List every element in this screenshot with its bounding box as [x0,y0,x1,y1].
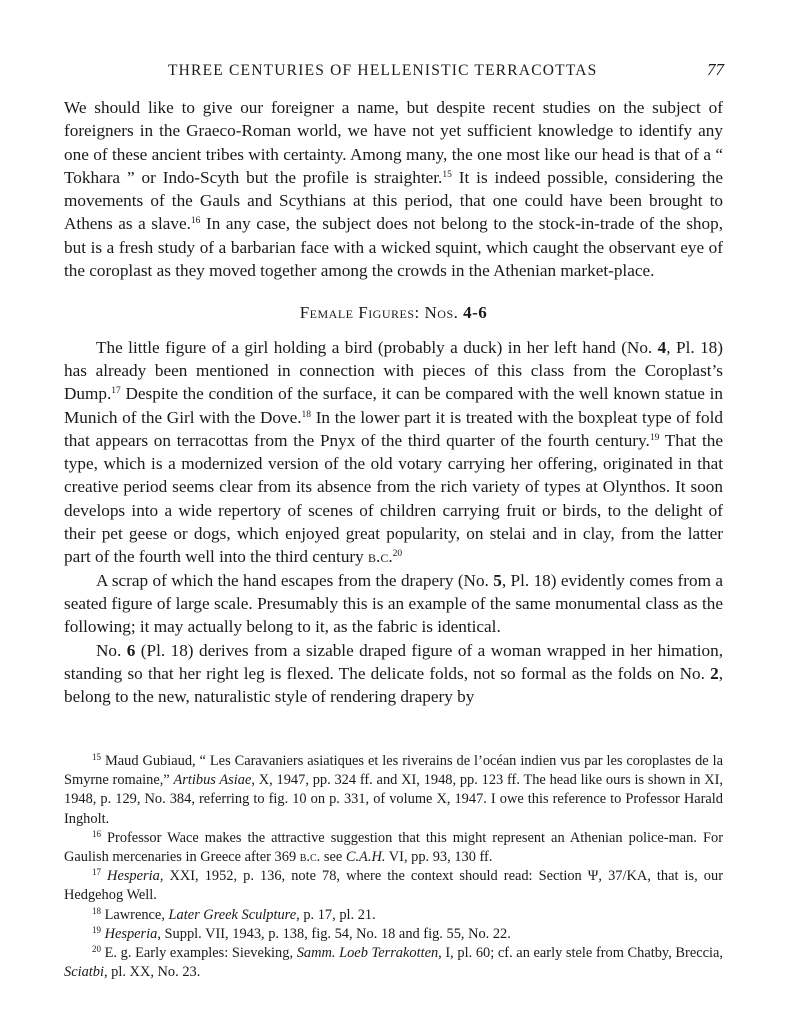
text-run: It is indeed possible, considering the movements of the Gauls and Scythians at this period, that one could have been brought to Athens as a slave. [64,167,723,234]
text-run: see [320,849,346,866]
footnote-number: 16 [92,828,101,839]
footnote-ref-20: 20 [392,549,403,560]
text-run: , that is, our Hedgehog Well. [64,868,723,904]
italic-title: Sciatbi [64,964,104,981]
text-run: E. g. Early examples: Sieveking, [101,945,297,962]
footnote-number: 20 [92,944,101,955]
italic-title: Hesperia [101,868,160,885]
catalogue-number: 2 [710,663,719,683]
footnote-number: 19 [92,924,101,935]
footnote-number: 18 [92,905,101,916]
text-run: , pl. XX, No. 23. [103,964,201,981]
footnote-20 [64,944,723,982]
footnote-number: 17 [92,867,101,878]
paragraph-foreigner [64,96,723,282]
italic-title: Hesperia [101,925,158,942]
footnote-ref-19: 19 [649,432,660,443]
running-title: THREE CENTURIES OF HELLENISTIC TERRACOTTAS [168,62,598,79]
footnote-16 [64,829,723,867]
text-run: , I, pl. 60; cf. an early stele from Chatby, Breccia, [438,945,723,962]
footnotes [64,752,723,982]
section-heading [64,301,723,324]
catalogue-number: 6 [126,640,136,660]
footnote-17 [64,867,723,905]
italic-title: Artibus Asiae [173,772,252,789]
text-run: , XXI, 1952, p. 136, note 78, where the context should read: Section Ψ, 37/ [159,868,627,885]
section-title: Female Figures: [299,303,420,323]
footnote-15 [64,752,723,829]
text-run: No. [96,640,127,660]
paragraph-draped-woman [64,639,723,709]
deposit-code: KA [626,868,648,885]
catalogue-number: 4 [657,337,667,357]
text-run: In any case, the subject does not belong to the stock-in-trade of the shop, but is a fresh study of a barbarian face with a wicked squint, which caught the observant eye of the coroplast as they moved together among the crowds in the Athenian market-place. [64,214,723,281]
text-run: , Pl. 18) has already been mentioned in connection with pieces of this class from the Coroplast’s Dump. [64,337,723,404]
text-run: A scrap of which the hand escapes from the drapery (No. [96,570,494,590]
text-run: , Suppl. VII, 1943, p. 138, fig. 54, No. 18 and fig. 55, No. 22. [157,925,511,942]
page-number: 77 [707,60,724,79]
text-run: We should like to give our foreigner a name, but despite recent studies on the subject of foreigners in the Graeco-Roman world, we have not yet sufficient knowledge to identify any one of these ancient tribes with certainty. Among many, the one most like our head is that of a “ Tokhara ” or Indo-Scyth but the profile is straighter. [64,98,723,187]
paragraph-seated-figure [64,569,723,639]
main-text [64,96,723,708]
text-run: In the lower part it is treated with the boxpleat type of fold that appears on terracottas from the Pnyx of the third quarter of the fourth century. [64,407,723,450]
footnote-number: 15 [92,752,101,762]
paragraph-girl-with-bird [64,336,723,569]
section-range: 4-6 [463,303,488,323]
running-header [64,58,724,86]
text-run: Maud Gubiaud, “ Les Caravaniers asiatiques et les riverains de l’océan indien vus par les coroplastes de la Smyrne romaine,” [64,753,723,789]
text-run: That the type, which is a modernized version of the old votary carrying her offering, originated in that creative period seems clear from its absence from the rich variety of types at Olynthos. It soon develops into a wide repertory of scenes of children carrying fruit or birds, to the delight of their pet geese or dogs, which enjoyed great popularity, on stelai and in clay, from the latter part of the fourth well into the third century [64,430,724,567]
footnote-18 [64,906,723,925]
footnote-ref-18: 18 [301,409,312,420]
era-abbrev: b.c. [368,547,393,567]
footnote-ref-15: 15 [442,169,452,180]
text-run: (Pl. 18) derives from a sizable draped figure of a woman wrapped in her himation, standing so that her right leg is flexed. The delicate folds, not so formal as the folds on No. [64,640,724,683]
text-run: , p. 17, pl. 21. [296,906,376,923]
text-run: , Pl. 18) evidently comes from a seated figure of large scale. Presumably this is an example of the same monumental class as the following; it may actually belong to it, as the fabric is identical. [64,570,723,637]
text-run: , X, 1947, pp. 324 ff. and XI, 1948, pp. 123 ff. The head like ours is shown in XI, 1948, p. 129, No. 384, referring to fig. 10 on p. 331, of volume X, 1947. I owe this reference to Professor Harald Ingholt. [64,772,724,827]
text-run: , belong to the new, naturalistic style of rendering drapery by [64,663,723,707]
era-abbrev: b.c. [299,849,321,866]
text-run: Despite the condition of the surface, it can be compared with the well known statue in Munich of the Girl with the Dove. [64,384,723,427]
footnote-ref-16: 16 [190,216,201,227]
footnote-ref-17: 17 [111,386,121,397]
catalogue-number: 5 [493,570,502,590]
text-run: The little figure of a girl holding a bird (probably a duck) in her left hand (No. [96,337,658,357]
text-run: Lawrence, [101,906,169,923]
footnote-19 [64,925,723,944]
section-nos: Nos. [424,303,459,323]
text-run: Professor Wace makes the attractive suggestion that this might represent an Athenian police-man. For Gaulish mercenaries in Greece after 369 [64,829,723,866]
italic-title: Later Greek Sculpture [168,906,297,923]
italic-title: Samm. Loeb Terrakotten [296,945,439,962]
italic-title: C.A.H. [345,849,386,866]
text-run: VI, pp. 93, 130 ff. [385,849,493,866]
